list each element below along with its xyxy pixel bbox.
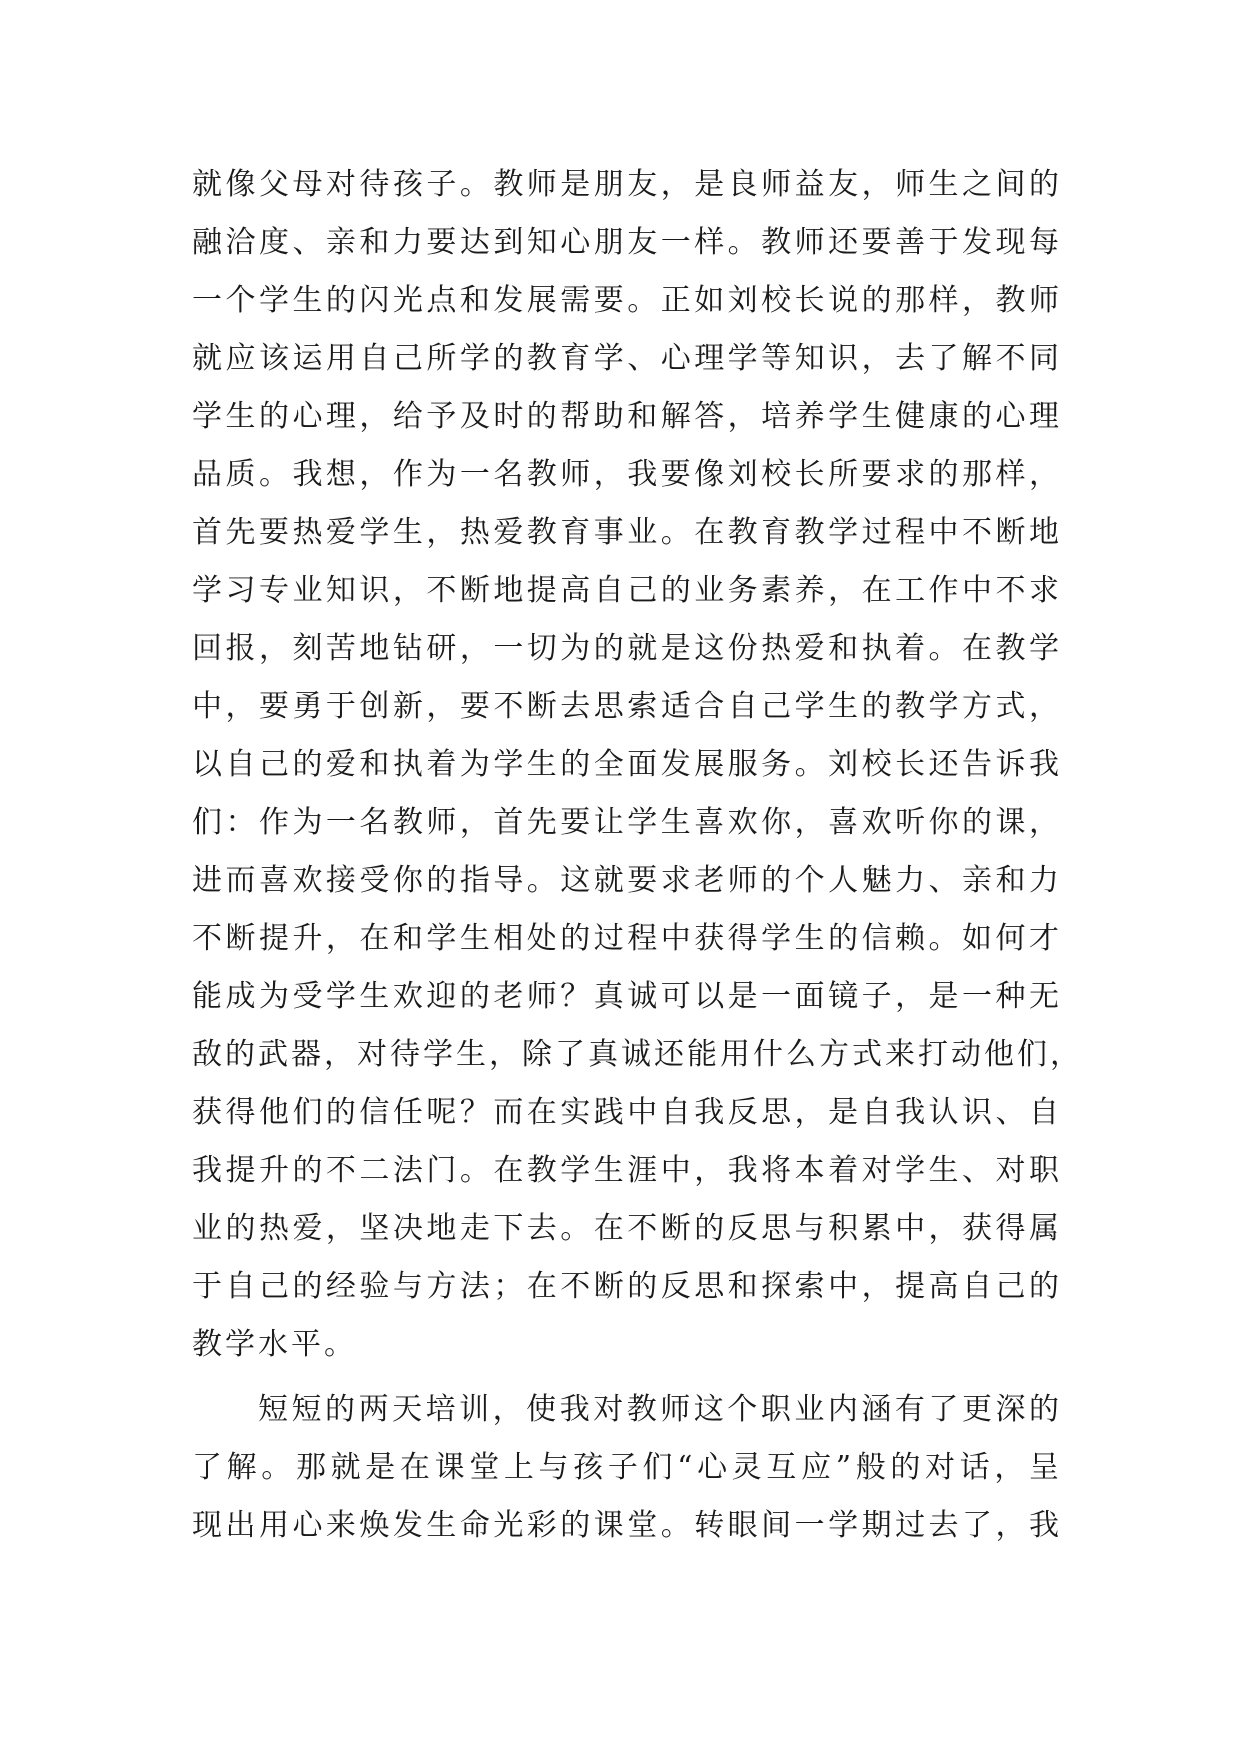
text-line: 获得他们的信任呢？而在实践中自我反思，是自我认识、自 (192, 1095, 1062, 1130)
text-line: 于自己的经验与方法；在不断的反思和探索中，提高自己的 (192, 1269, 1062, 1304)
body-text (192, 156, 1083, 1555)
text-line: 就应该运用自己所学的教育学、心理学等知识，去了解不同 (192, 341, 1062, 376)
text-line: 能成为受学生欢迎的老师？真诚可以是一面镜子，是一种无 (192, 979, 1062, 1014)
paragraph-2 (192, 1381, 1062, 1555)
text-line: 回报，刻苦地钻研，一切为的就是这份热爱和执着。在教学 (192, 631, 1062, 666)
text-line: 融洽度、亲和力要达到知心朋友一样。教师还要善于发现每 (192, 225, 1062, 260)
text-line: 现出用心来焕发生命光彩的课堂。转眼间一学期过去了，我 (192, 1508, 1062, 1543)
paragraph-1 (192, 156, 1083, 1374)
text-line: 不断提升，在和学生相处的过程中获得学生的信赖。如何才 (192, 921, 1062, 956)
paragraph-gap (192, 1374, 1062, 1381)
text-line: 品质。我想，作为一名教师，我要像刘校长所要求的那样， (192, 457, 1062, 492)
text-line: 学习专业知识，不断地提高自己的业务素养，在工作中不求 (192, 573, 1062, 608)
text-line: 业的热爱，坚决地走下去。在不断的反思与积累中，获得属 (192, 1211, 1062, 1246)
text-line: 我提升的不二法门。在教学生涯中，我将本着对学生、对职 (192, 1153, 1062, 1188)
text-line: 首先要热爱学生，热爱教育事业。在教育教学过程中不断地 (192, 515, 1062, 550)
text-line: 短短的两天培训，使我对教师这个职业内涵有了更深的 (258, 1392, 1062, 1427)
text-line: 敌的武器，对待学生，除了真诚还能用什么方式来打动他们， (192, 1037, 1083, 1072)
text-line: 们：作为一名教师，首先要让学生喜欢你，喜欢听你的课， (192, 805, 1062, 840)
text-line: 就像父母对待孩子。教师是朋友，是良师益友，师生之间的 (192, 167, 1062, 202)
text-line: 了解。那就是在课堂上与孩子们“心灵互应”般的对话，呈 (192, 1450, 1062, 1485)
text-line: 以自己的爱和执着为学生的全面发展服务。刘校长还告诉我 (192, 747, 1062, 782)
text-line: 一个学生的闪光点和发展需要。正如刘校长说的那样，教师 (192, 283, 1062, 318)
text-line: 学生的心理，给予及时的帮助和解答，培养学生健康的心理 (192, 399, 1062, 434)
text-line: 教学水平。 (192, 1327, 357, 1362)
text-line: 中，要勇于创新，要不断去思索适合自己学生的教学方式， (192, 689, 1062, 724)
text-line: 进而喜欢接受你的指导。这就要求老师的个人魅力、亲和力 (192, 863, 1062, 898)
